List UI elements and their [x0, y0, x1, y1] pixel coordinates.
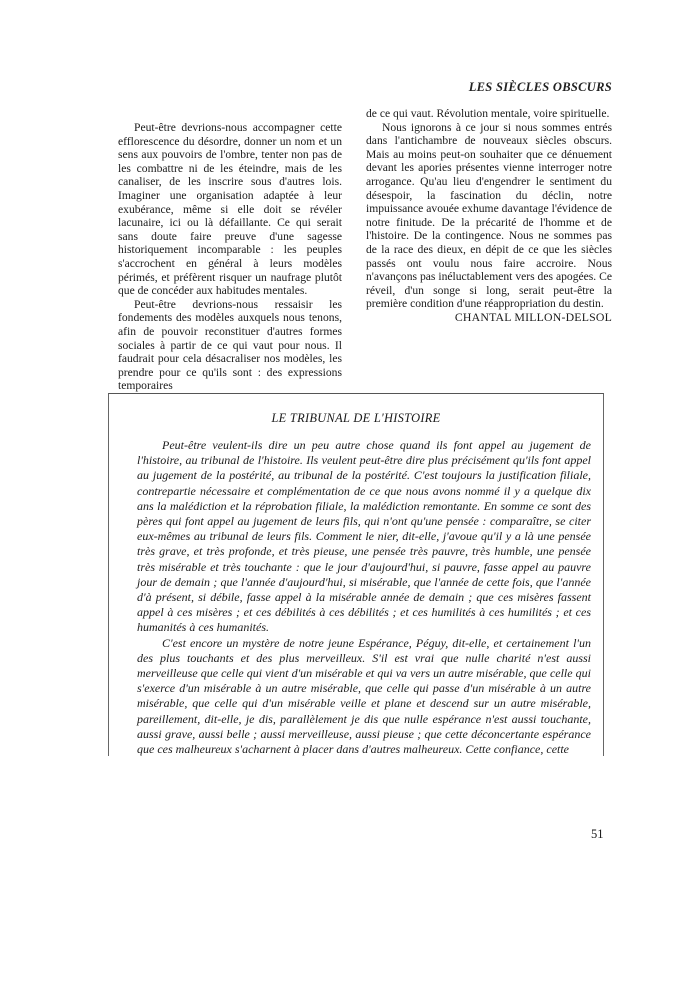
box-paragraph: C'est encore un mystère de notre jeune Espérance, Péguy, dit-elle, et certainement l'un des plus touchants et des plus merveilleux. S'il est vrai que nulle charité n'est aussi merveilleuse que celle qui vient d'un misérable et qui va vers un autre misérable, que celle qui s'exerce d'un misérable à un autre misérable, que celle qui passe d'un misérable à un autre misérable, que celle qui d'un misérable veille et plane et descend sur un autre misérable, pareillement, dit-elle, je dis, parallèlement je dis que nulle espérance n'est aussi touchante, aussi grave, aussi belle ; aussi merveilleuse, aussi pieuse ; que cette déconcertante espérance que ces malheureux s'acharnent à placer dans d'autres malheureux. Cette confiance, cette	[137, 635, 591, 757]
body-paragraph: Peut-être devrions-nous accompagner cette efflorescence du désordre, donner un nom et un sens aux pouvoirs de l'ombre, tenter non pas de les combattre ni de les éteindre, mais de les canaliser, de les inscrire sous d'autres lois. Imaginer une organisation adaptée à leur exubérance, même si elle doit se révéler lacunaire, ici ou là défaillante. Ce qui serait sans doute faire preuve d'une sagesse historiquement incomparable : les peuples s'accrochent en général à leurs modèles périmés, et préfèrent risquer un naufrage plutôt que de concéder aux habitudes mentales.	[118, 121, 342, 298]
article-left-column	[118, 121, 342, 393]
page-number: 51	[591, 827, 604, 841]
body-paragraph: Peut-être devrions-nous ressaisir les fondements des modèles auxquels nous tenons, afin de pouvoir reconstituer d'autres formes sociales à partir de ce qui vaut pour nous. Il faudrait pour cela désacraliser nos modèles, les prendre pour ce qu'ils sont : des expressions temporaires	[118, 297, 342, 393]
box-title: LE TRIBUNAL DE L'HISTOIRE	[271, 411, 441, 425]
article-right-column	[366, 107, 612, 325]
author-signature: CHANTAL MILLON-DELSOL	[454, 309, 612, 324]
body-paragraph: Nous ignorons à ce jour si nous sommes entrés dans l'antichambre de nouveaux siècles obscurs. Mais au moins peut-on souhaiter que ce dénuement devant les apories présentes vienne interroger notre arrogance. Qu'au lieu d'engendrer le sentiment du désespoir, la fascination du déclin, notre impuissance avouée exhume davantage l'évidence de notre finitude. De la précarité de l'homme et de l'histoire. De la contingence. Nous ne sommes pas de la race des dieux, en dépit de ce que les siècles passés ont voulu nous faire accroire. Nous n'avançons pas inéluctablement vers des apogées. Ce réveil, d'un songe si long, serait peut-être la première condition d'une réappropriation du destin.	[366, 120, 612, 311]
body-paragraph-continued: de ce qui vaut. Révolution mentale, voire spirituelle.	[366, 107, 610, 120]
running-head-title: LES SIÈCLES OBSCURS	[468, 80, 612, 94]
box-paragraph: Peut-être veulent-ils dire un peu autre chose quand ils font appel au jugement de l'histoire, au tribunal de l'histoire. Ils veulent peut-être dire plus précisément qu'ils font appel au jugement de la postérité, au tribunal de la postérité. C'est toujours la justification filiale, contrepartie nécessaire et complémentation de ce que nous avons nommé il y a quelque dix ans la malédiction et la réprobation filiale, la malédiction remontante. En somme ce sont des pères qui font appel au jugement de leurs fils, qui n'ont qu'une pensée : comparaître, se citer eux-mêmes au tribunal de leurs fils. Comment le nier, dit-elle, j'avoue qu'il y a là une pensée très grave, et très profonde, et très pieuse, une pensée très pauvre, très humble, une pensée très misérable et très touchante : que le jour d'aujourd'hui, si pauvre, fasse appel au pauvre jour de demain ; que l'année d'aujourd'hui, si misérable, que l'année de cette fois, que l'année d'à présent, si débile, fasse appel à la misérable année de demain ; que ces misères fassent appel à ces misères ; et ces débilités à ces débilités ; et ces humilités à ces humilités ; et ces humanités à ces humanités.	[137, 438, 591, 635]
sidebar-quote-box	[108, 393, 604, 756]
box-body	[137, 438, 591, 757]
